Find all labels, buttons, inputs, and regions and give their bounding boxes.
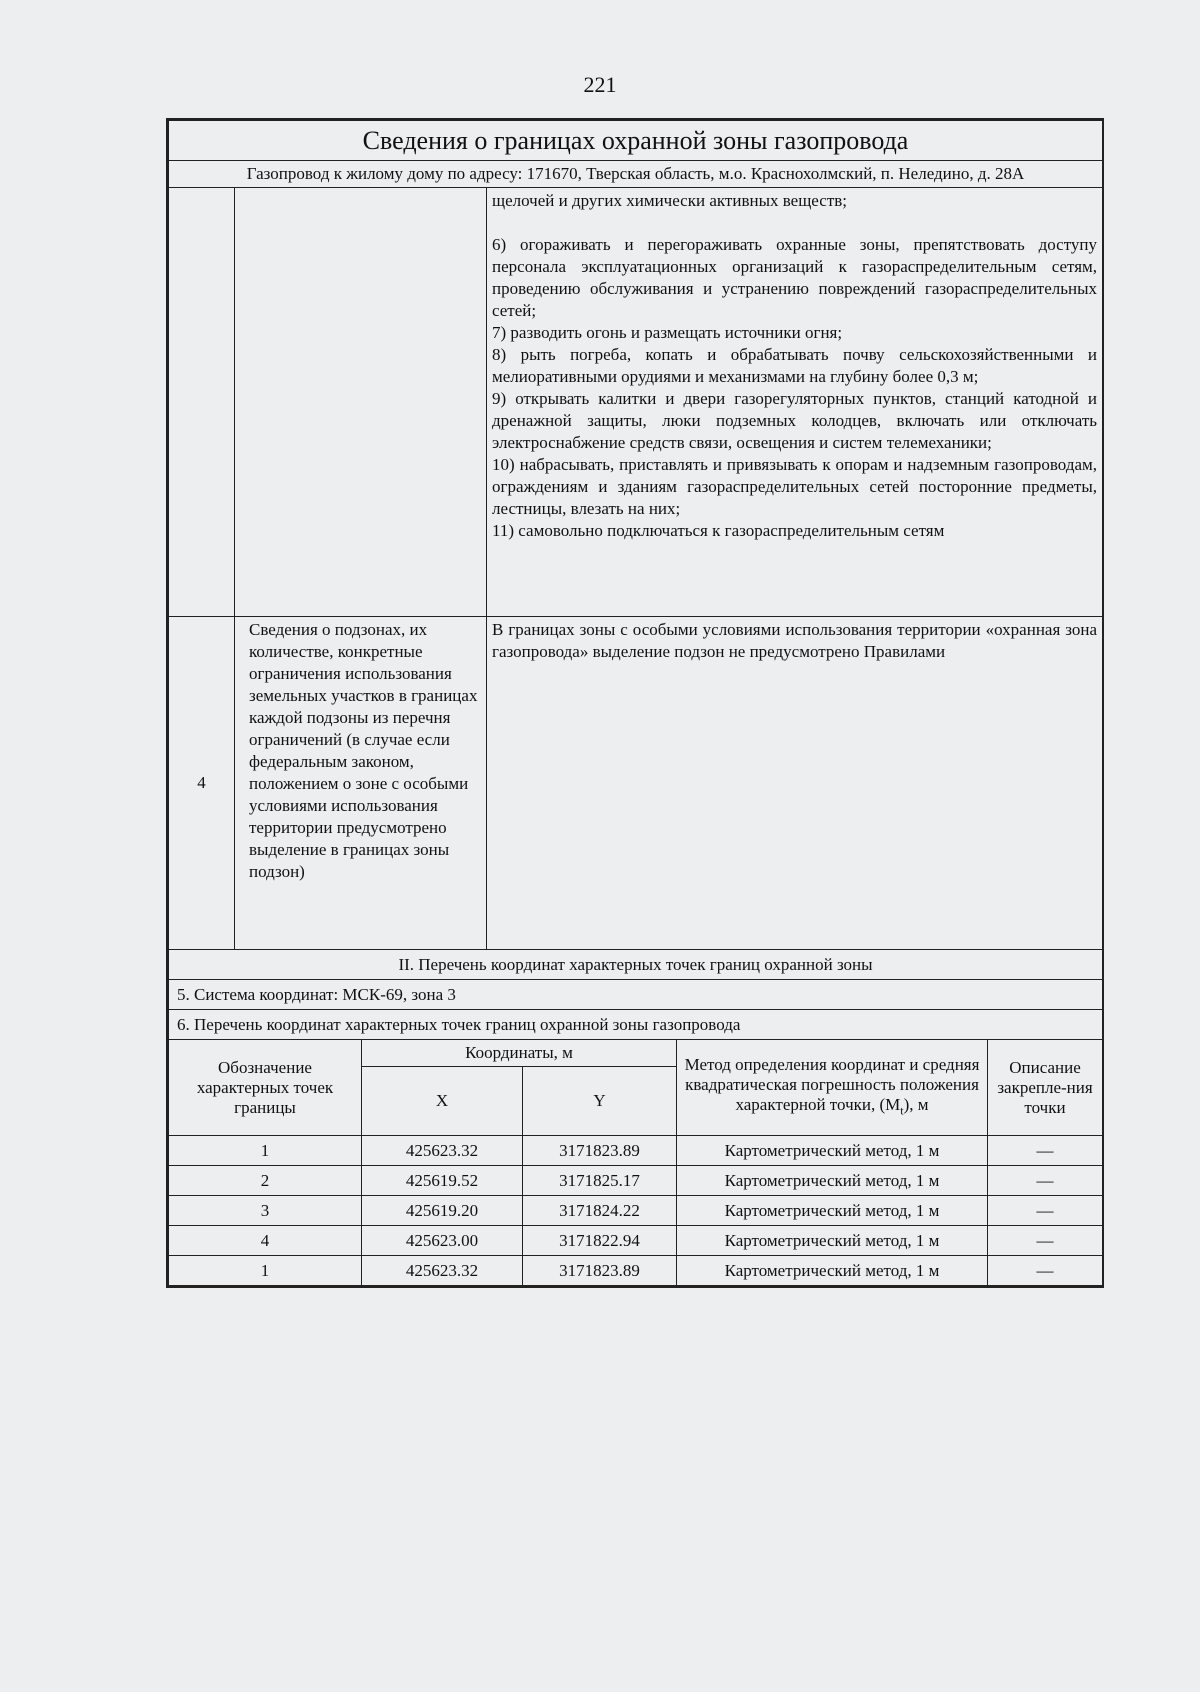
method-value: Картометрический метод, 1 м	[677, 1166, 988, 1196]
x-value: 425619.20	[362, 1196, 523, 1226]
table-row	[169, 1196, 1103, 1226]
description-value: —	[988, 1136, 1103, 1166]
subzones-label: Сведения о подзонах, их количестве, конкретные ограничения использования земельных участков в границах каждой подзоны из перечня ограничений (в случае если федеральным законом, положением о зоне с особыми условиями использования территории предусмотрено выделение в границах зоны подзон)	[235, 617, 487, 950]
zone-info-table	[166, 118, 1104, 1288]
header-x: X	[362, 1067, 523, 1136]
row-number: 4	[169, 617, 235, 950]
restriction-item: 6) огораживать и перегораживать охранные зоны, препятствовать доступу персонала эксплуатационных организаций к газораспределительным сетям, проведению обслуживания и устранению повреждений газораспределительных сетей;	[492, 235, 1098, 320]
title-row	[169, 121, 1103, 161]
point-label: 1	[169, 1136, 362, 1166]
header-point: Обозначение характерных точек границы	[169, 1040, 362, 1136]
points-title: 6. Перечень координат характерных точек границ охранной зоны газопровода	[169, 1010, 1103, 1040]
restriction-item: 7) разводить огонь и размещать источники огня;	[492, 323, 843, 342]
restrictions-label-cell	[235, 188, 487, 617]
table-row	[169, 1166, 1103, 1196]
restriction-item: 9) открывать калитки и двери газорегуляторных пунктов, станций катодной и дренажной защиты, люки подземных колодцев, включать или отключать электроснабжение средств связи, освещения и систем телемеханики;	[492, 389, 1098, 452]
table-row	[169, 1256, 1103, 1286]
y-value: 3171824.22	[523, 1196, 677, 1226]
y-value: 3171825.17	[523, 1166, 677, 1196]
y-value: 3171823.89	[523, 1256, 677, 1286]
point-label: 3	[169, 1196, 362, 1226]
description-value: —	[988, 1166, 1103, 1196]
x-value: 425623.32	[362, 1136, 523, 1166]
restriction-item: 8) рыть погреба, копать и обрабатывать почву сельскохозяйственными и мелиоративными орудиями и механизмами на глубину более 0,3 м;	[492, 345, 1098, 386]
coord-system: 5. Система координат: МСК-69, зона 3	[169, 980, 1103, 1010]
restrictions-row	[169, 188, 1103, 617]
section-row	[169, 950, 1103, 980]
x-value: 425623.32	[362, 1256, 523, 1286]
subzones-row	[169, 617, 1103, 950]
point-label: 4	[169, 1226, 362, 1256]
page-number: 221	[583, 72, 617, 97]
restriction-item: щелочей и других химически активных веществ;	[492, 191, 847, 210]
table-row	[169, 1136, 1103, 1166]
method-value: Картометрический метод, 1 м	[677, 1256, 988, 1286]
header-y: Y	[523, 1067, 677, 1136]
header-method: Метод определения координат и средняя квадратическая погрешность положения характерной точки, $(M_t)$, м	[677, 1040, 988, 1136]
method-value: Картометрический метод, 1 м	[677, 1196, 988, 1226]
points-title-row	[169, 1010, 1103, 1040]
restriction-item: 10) набрасывать, приставлять и привязывать к опорам и надземным газопроводам, ограждениям и зданиям газораспределительных сетей посторонние предметы, лестницы, влезать на них;	[492, 455, 1098, 518]
section-heading: II. Перечень координат характерных точек границ охранной зоны	[169, 950, 1103, 980]
subzones-value: В границах зоны с особыми условиями использования территории «охранная зона газопровода» выделение подзон не предусмотрено Правилами	[487, 617, 1103, 950]
header-coordinates: Координаты, м	[362, 1040, 677, 1067]
description-value: —	[988, 1256, 1103, 1286]
y-value: 3171823.89	[523, 1136, 677, 1166]
restriction-item: 11) самовольно подключаться к газораспределительным сетям	[492, 521, 945, 540]
coordinates-table	[168, 1039, 1103, 1286]
coords-header-row-1	[169, 1040, 1103, 1067]
x-value: 425623.00	[362, 1226, 523, 1256]
description-value: —	[988, 1226, 1103, 1256]
table-row	[169, 1226, 1103, 1256]
description-value: —	[988, 1196, 1103, 1226]
coord-system-row	[169, 980, 1103, 1010]
y-value: 3171822.94	[523, 1226, 677, 1256]
point-label: 2	[169, 1166, 362, 1196]
method-value: Картометрический метод, 1 м	[677, 1136, 988, 1166]
method-value: Картометрический метод, 1 м	[677, 1226, 988, 1256]
restrictions-number-cell	[169, 188, 235, 617]
gas-pipeline-address: Газопровод к жилому дому по адресу: 171670, Тверская область, м.о. Краснохолмский, п. Неледино, д. 28А	[169, 161, 1103, 188]
x-value: 425619.52	[362, 1166, 523, 1196]
document-title: Сведения о границах охранной зоны газопровода	[169, 121, 1103, 161]
header-description: Описание закрепле-ния точки	[988, 1040, 1103, 1136]
point-label: 1	[169, 1256, 362, 1286]
main-table	[168, 120, 1103, 1040]
subtitle-row	[169, 161, 1103, 188]
restrictions-text	[487, 188, 1103, 617]
paragraph-gap	[492, 212, 1097, 234]
